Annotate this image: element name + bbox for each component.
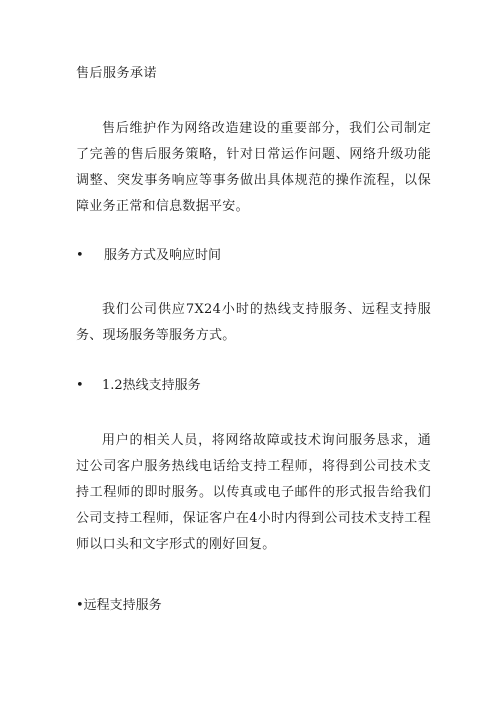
section-heading-hotline	[76, 376, 201, 396]
section-heading-text: 1.2热线支持服务	[102, 378, 201, 393]
bullet-icon: •	[76, 598, 84, 613]
hotline-paragraph: 用户的相关人员，将网络故障或技术询问服务恳求，通过公司客户服务热线电话给支持工程师，将得到公司技术支持工程师的即时服务。以传真或电子邮件的形式报告给我们公司支持工程师，保证客户在4小时内得到公司技术支持工程师以口头和文字形式的刚好回复。	[76, 433, 431, 552]
service-methods-paragraph: 我们公司供应7X24小时的热线支持服务、远程支持服务、现场服务等服务方式。	[76, 302, 431, 343]
bullet-icon: •	[76, 378, 84, 393]
section-heading-text: 远程支持服务	[83, 598, 162, 613]
document-title: 售后服务承诺	[76, 66, 158, 81]
bullet-icon: •	[76, 248, 84, 263]
section-heading-text: 服务方式及响应时间	[104, 248, 222, 263]
section-heading-remote-support	[76, 596, 162, 616]
section-heading-service-methods	[76, 246, 221, 266]
intro-paragraph: 售后维护作为网络改造建设的重要部分，我们公司制定了完善的售后服务策略，针对日常运作问题、网络升级功能调整、突发事务响应等事务做出具体规范的操作流程，以保障业务正常和信息数据平安。	[76, 121, 431, 214]
